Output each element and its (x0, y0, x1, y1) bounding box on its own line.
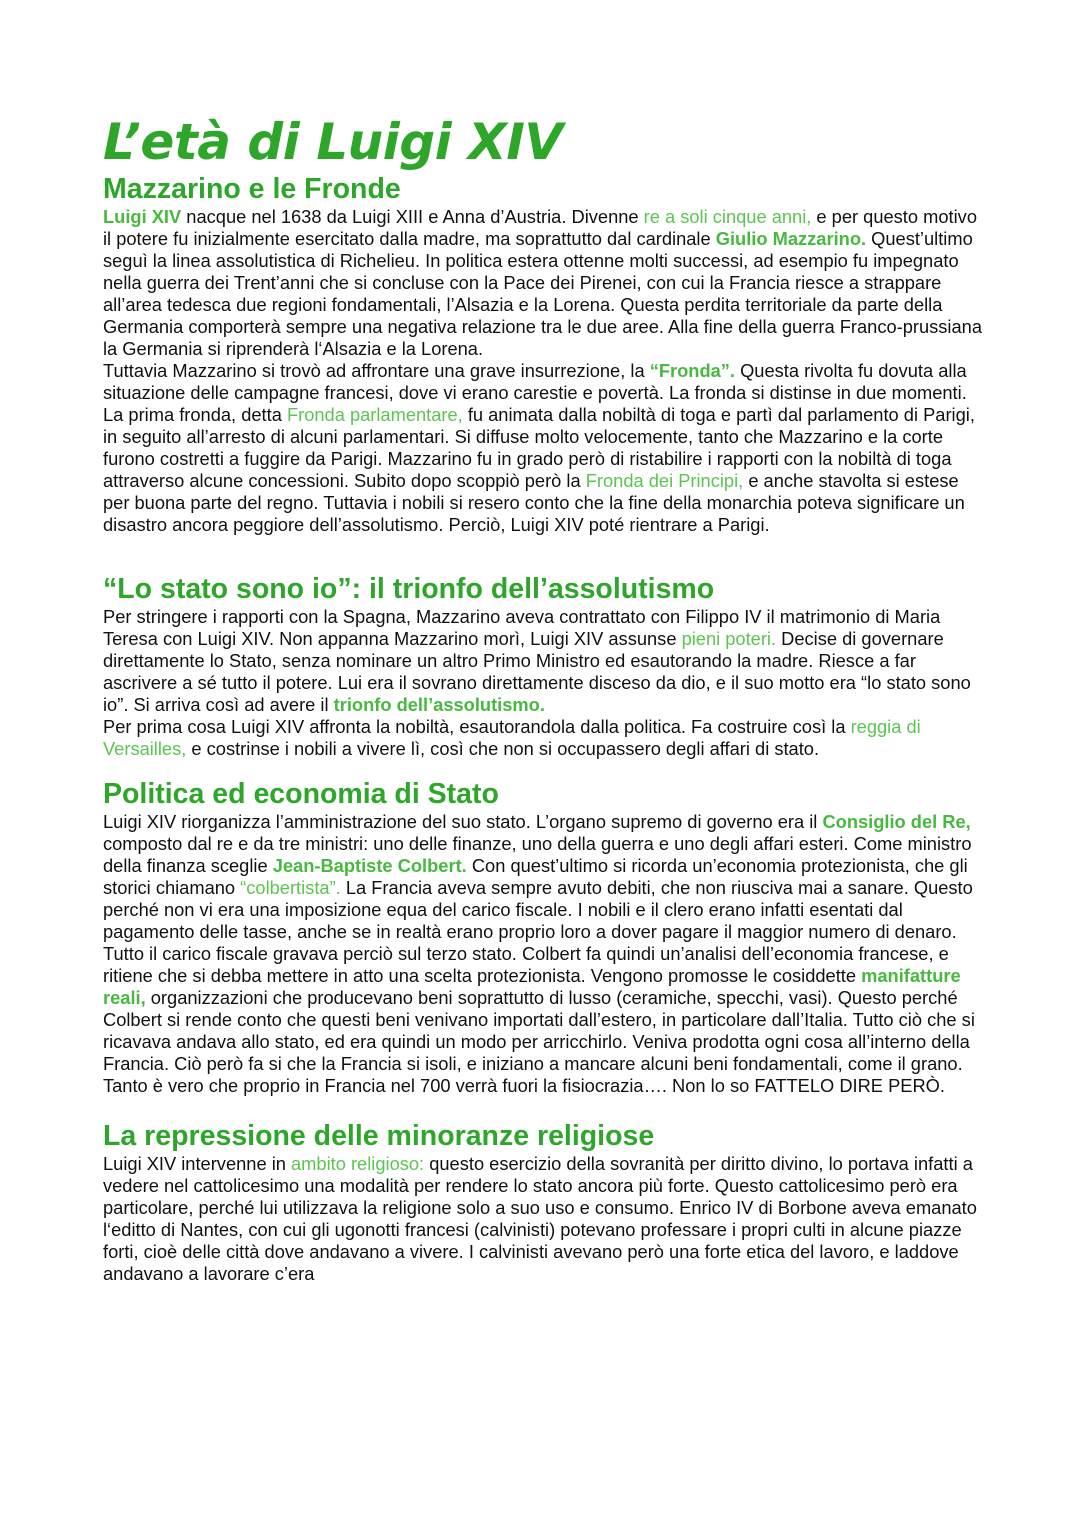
highlight-bold: Giulio Mazzarino. (715, 228, 867, 249)
text-run: Questa rivolta fu dovuta alla situazione delle campagne francesi, dove vi erano carestie e povertà. La fronda si distinse in due momenti. La prima fronda, detta (103, 360, 967, 425)
text-run: Con quest’ultimo si ricorda un’economia protezionista, che gli storici chiamano (103, 855, 968, 898)
section-heading: Politica ed economia di Stato (103, 778, 499, 810)
highlight-light: “colbertista”. (240, 877, 341, 898)
paragraph (103, 360, 983, 536)
section-mazzarino (103, 172, 983, 536)
paragraph (103, 206, 983, 360)
text-run: La Francia aveva sempre avuto debiti, che non riusciva mai a sanare. Questo perché non vi era una imposizione equa del carico fiscale. I nobili e il clero erano infatti esentati dal pagamento delle tasse, anche se in realtà erano proprio loro a dover pagare il maggior numero di denaro. Tutto il carico fiscale gravava perciò sul terzo stato. Colbert fa quindi un’analisi dell’economia francese, e ritiene che si debba mettere in atto una scelta protezionista. Vengono promosse le cosiddette (103, 877, 973, 986)
highlight-bold: Jean-Baptiste Colbert. (272, 855, 467, 876)
highlight-bold: Consiglio del Re, (822, 811, 971, 832)
highlight-light: Fronda dei Principi, (585, 470, 744, 491)
section-heading: La repressione delle minoranze religiose (103, 1120, 655, 1152)
text-run: Decise di governare direttamente lo Stato, senza nominare un altro Primo Ministro ed esautorando la madre. Riesce a far ascrivere a sé tutto il potere. Lui era il sovrano direttamente disceso da dio, e il suo motto era “lo stato sono io”. Si arriva così ad avere il (103, 628, 971, 715)
text-run: Tuttavia Mazzarino si trovò ad affrontare una grave insurrezione, la (103, 360, 650, 381)
text-run: composto dal re e da tre ministri: uno delle finanze, uno della guerra e uno degli affari esteri. Come ministro della finanza sceglie (103, 833, 972, 876)
highlight-light: re a soli cinque anni, (643, 206, 812, 227)
text-run: Per prima cosa Luigi XIV affronta la nobiltà, esautorandola dalla politica. Fa costruire così la (103, 716, 851, 737)
section-minoranze-religiose (103, 1119, 983, 1285)
page-title: L’età di Luigi XIV (103, 113, 563, 171)
document-page (103, 112, 983, 1285)
text-run: nacque nel 1638 da Luigi XIII e Anna d’Austria. Divenne (181, 206, 644, 227)
highlight-bold: manifatture reali, (103, 965, 961, 1008)
highlight-light: reggia di Versailles, (103, 716, 921, 759)
paragraph (103, 811, 983, 1097)
text-run: Luigi XIV riorganizza l’amministrazione del suo stato. L’organo supremo di governo era il (103, 811, 823, 832)
highlight-light: pieni poteri. (681, 628, 777, 649)
section-heading: “Lo stato sono io”: il trionfo dell’assolutismo (103, 573, 715, 605)
text-run: questo esercizio della sovranità per diritto divino, lo portava infatti a vedere nel cattolicesimo una modalità per rendere lo stato ancora più forte. Questo cattolicesimo però era particolare, perché lui utilizzava la religione solo a suo uso e consumo. Enrico IV di Borbone aveva emanato l‘editto di Nantes, con cui gli ugonotti francesi (calvinisti) potevano professare i propri culti in alcune piazze forti, cioè delle città dove andavano a vivere. I calvinisti avevano però una forte etica del lavoro, e laddove andavano a lavorare c’era (103, 1153, 977, 1284)
highlight-bold: “Fronda”. (649, 360, 735, 381)
text-run: Luigi XIV intervenne in (103, 1153, 292, 1174)
text-run: fu animata dalla nobiltà di toga e partì dal parlamento di Parigi, in seguito all’arresto di alcuni parlamentari. Si diffuse molto velocemente, tanto che Mazzarino e la corte furono costretti a fuggire da Parigi. Mazzarino fu in grado però di ristabilire i rapporti con la nobiltà di toga attraverso alcune concessioni. Subito dopo scoppiò però la (103, 404, 975, 491)
section-heading: Mazzarino e le Fronde (103, 173, 401, 205)
text-run: organizzazioni che producevano beni soprattutto di lusso (ceramiche, specchi, vasi). Questo perché Colbert si rende conto che questi beni venivano importati dall’estero, in particolare dall’Italia. Tutto ciò che si ricavava andava allo stato, ed era quindi un modo per arricchirlo. Veniva prodotta ogni cosa all’interno della Francia. Ciò però fa si che la Francia si isoli, e iniziano a mancare alcuni beni fondamentali, come il grano. Tanto è vero che proprio in Francia nel 700 verrà fuori la fisiocrazia…. Non lo so FATTELO DIRE PERÒ. (103, 987, 975, 1096)
paragraph (103, 1153, 983, 1285)
paragraph (103, 606, 983, 716)
text-run: Quest’ultimo seguì la linea assolutistica di Richelieu. In politica estera ottenne molti successi, ad esempio fu impegnato nella guerra dei Trent’anni che si concluse con la Pace dei Pirenei, con cui la Francia riesce a strappare all’area tedesca due regioni fondamentali, l’Alsazia e la Lorena. Questa perdita territoriale da parte della Germania comporterà sempre una negativa relazione tra le due aree. Alla fine della guerra Franco-prussiana la Germania si riprenderà l‘Alsazia e la Lorena. (103, 228, 982, 359)
highlight-bold: trionfo dell’assolutismo. (333, 694, 545, 715)
highlight-light: ambito religioso: (291, 1153, 425, 1174)
text-run: e per questo motivo il potere fu inizialmente esercitato dalla madre, ma soprattutto dal cardinale (103, 206, 977, 249)
text-run: e costrinse i nobili a vivere lì, così che non si occupassero degli affari di stato. (186, 738, 820, 759)
section-assolutismo (103, 572, 983, 760)
paragraph (103, 716, 983, 760)
section-politica-economia (103, 777, 983, 1097)
text-run: e anche stavolta si estese per buona parte del regno. Tuttavia i nobili si resero conto che la fine della monarchia poteva significare un disastro ancora peggiore dell’assolutismo. Perciò, Luigi XIV poté rientrare a Parigi. (103, 470, 965, 535)
text-run: Per stringere i rapporti con la Spagna, Mazzarino aveva contrattato con Filippo IV il matrimonio di Maria Teresa con Luigi XIV. Non appanna Mazzarino morì, Luigi XIV assunse (103, 606, 941, 649)
highlight-light: Fronda parlamentare, (286, 404, 463, 425)
highlight-bold: Luigi XIV (103, 206, 182, 227)
